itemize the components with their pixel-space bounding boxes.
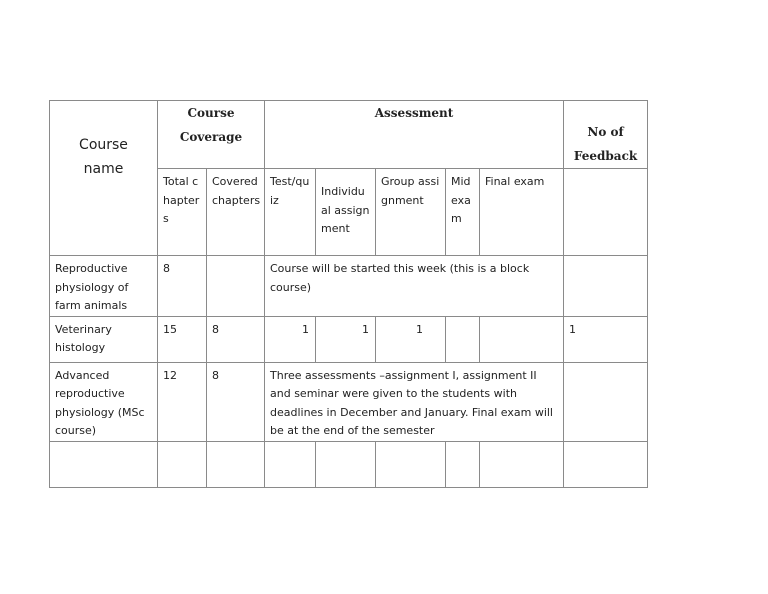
mid-exam-value [446, 317, 479, 321]
cell-total-chapters [158, 362, 207, 441]
header-feedback-blank [564, 169, 648, 256]
covered-chapters-text: 8 [212, 368, 219, 382]
cell-group-assignment [376, 316, 446, 362]
course-name-text: Advanced reproductive physiology (MSc course) [55, 368, 145, 437]
test-quiz-value: 1 [302, 322, 309, 336]
total-chapters-text: 8 [163, 262, 170, 275]
header-mid-exam-label: Mid exam [451, 175, 471, 225]
final-exam-value [480, 317, 563, 321]
cell-total-chapters [158, 316, 207, 362]
header-total-chapters [158, 169, 207, 256]
empty-cell [265, 441, 316, 487]
table-row [50, 256, 648, 317]
course-assessment-table [49, 100, 648, 488]
cell-final-exam [480, 316, 564, 362]
header-no-of-feedback-label: No of Feedback [573, 125, 638, 163]
header-course-name-label: Course name [79, 137, 128, 177]
empty-cell [564, 441, 648, 487]
header-course-name [50, 101, 158, 256]
assessment-note-text: Three assessments –assignment I, assignment II and seminar were given to the students with deadlines in December and January. Final exam will be at the end of the semester [270, 368, 553, 437]
header-final-exam [480, 169, 564, 256]
cell-covered-chapters [207, 362, 265, 441]
group-assignment-value: 1 [416, 322, 423, 336]
cell-individual-assignment [316, 316, 376, 362]
assessment-note-text: Course will be started this week (this is a block course) [270, 262, 530, 294]
header-course-coverage-label: Course Coverage [179, 106, 243, 144]
total-chapters-text: 15 [163, 322, 177, 336]
cell-test-quiz [265, 316, 316, 362]
cell-covered-chapters [207, 256, 265, 317]
header-individual-assignment-label: Individual assignment [321, 185, 370, 235]
empty-cell [376, 441, 446, 487]
header-mid-exam [446, 169, 480, 256]
cell-feedback [564, 256, 648, 317]
cell-course [50, 256, 158, 317]
total-chapters-text: 12 [163, 368, 177, 382]
table-row [50, 316, 648, 362]
header-assessment-label: Assessment [374, 106, 454, 120]
cell-feedback [564, 362, 648, 441]
header-test-quiz [265, 169, 316, 256]
empty-cell [316, 441, 376, 487]
cell-course [50, 316, 158, 362]
empty-cell [50, 441, 158, 487]
header-no-of-feedback [564, 101, 648, 169]
header-test-quiz-label: Test/quiz [270, 175, 310, 207]
feedback-value: 1 [569, 322, 577, 336]
cell-feedback [564, 316, 648, 362]
header-assessment [265, 101, 564, 169]
cell-covered-chapters [207, 316, 265, 362]
course-name-text: Reproductive physiology of farm animals [55, 262, 129, 312]
header-final-exam-label: Final exam [485, 175, 545, 188]
covered-chapters-text: 8 [212, 322, 219, 336]
empty-cell [480, 441, 564, 487]
header-course-coverage [158, 101, 265, 169]
cell-course [50, 362, 158, 441]
header-covered-chapters-label: Covered chapters [212, 175, 261, 207]
cell-assessment-note [265, 256, 564, 317]
cell-mid-exam [446, 316, 480, 362]
cell-assessment-note [265, 362, 564, 441]
table-row [50, 362, 648, 441]
header-covered-chapters [207, 169, 265, 256]
covered-chapters-text [207, 256, 264, 260]
empty-cell [207, 441, 265, 487]
empty-cell [158, 441, 207, 487]
table-row-empty [50, 441, 648, 487]
cell-total-chapters [158, 256, 207, 317]
individual-assignment-value: 1 [362, 322, 369, 336]
header-group-assignment-label: Group assignment [381, 175, 440, 207]
course-name-text: Veterinary histology [55, 322, 112, 354]
empty-cell [446, 441, 480, 487]
header-total-chapters-label: Total chapters [163, 175, 200, 225]
header-group-assignment [376, 169, 446, 256]
header-individual-assignment [316, 169, 376, 256]
